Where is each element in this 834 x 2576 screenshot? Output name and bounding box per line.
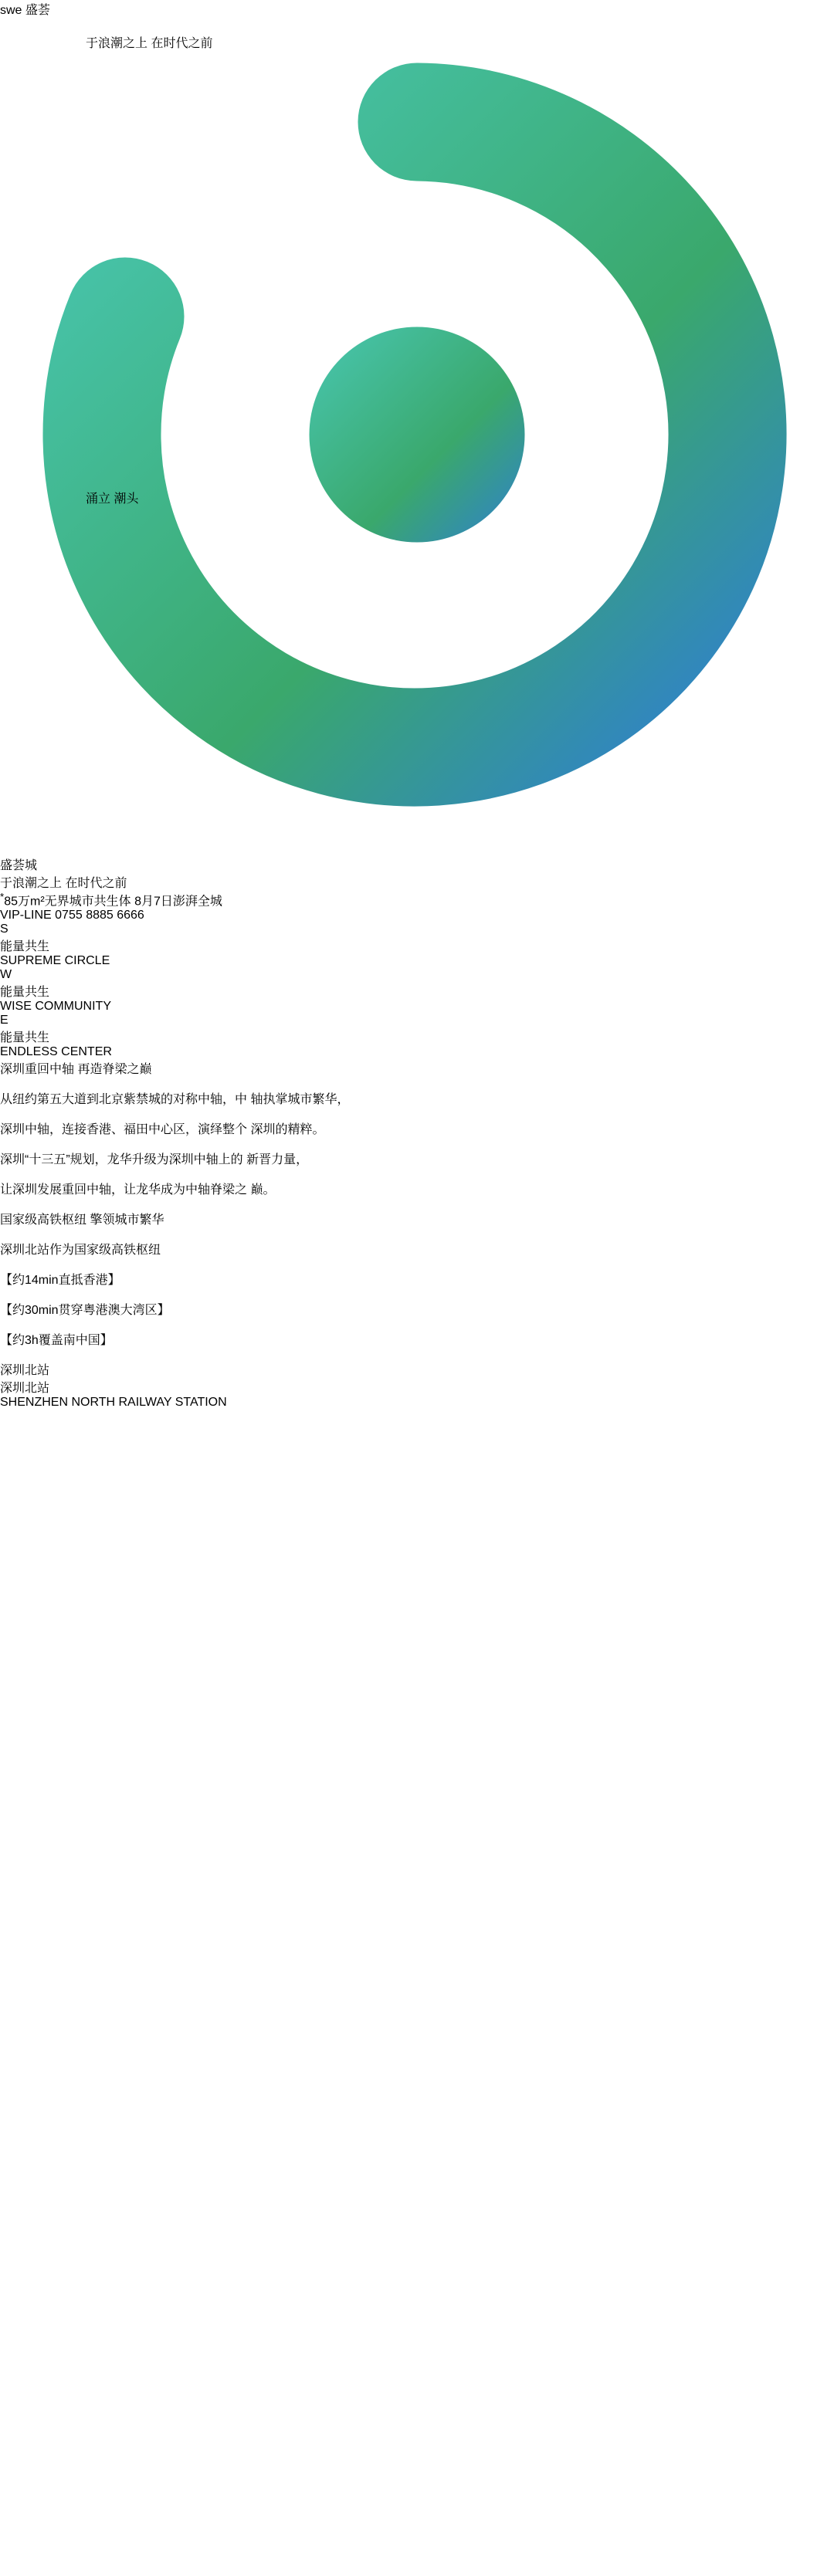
paragraph: 从纽约第五大道到北京紫禁城的对称中轴，中 轴执掌城市繁华， <box>0 1093 350 1107</box>
article-body-axis <box>0 1089 834 1197</box>
hero-headline: 于浪潮之上 在时代之前 <box>0 877 127 890</box>
article-body-rail <box>0 1240 834 1348</box>
feature-supreme-circle <box>0 922 834 968</box>
feature-en-label: ENDLESS CENTER <box>0 1045 112 1059</box>
paragraph: 【约3h覆盖南中国】 <box>0 1334 113 1348</box>
ghost-letter-w: W <box>0 968 12 982</box>
section-header-surge <box>0 482 834 513</box>
station-name-sign: 深圳北站 <box>0 1382 50 1396</box>
feature-columns <box>0 922 834 1059</box>
feature-en-label: SUPREME CIRCLE <box>0 954 110 968</box>
ribbon-text: 国家级高铁枢纽 擎领城市繁华 <box>0 1214 164 1227</box>
station-name-sign-en: SHENZHEN NORTH RAILWAY STATION <box>0 1396 227 1410</box>
feature-zh-label: 能量共生 <box>0 1031 50 1045</box>
logo-swe-text: swe <box>0 4 22 17</box>
ribbon-text: 深圳重回中轴 再造脊梁之巅 <box>0 1063 152 1077</box>
pool-sign-reflection: 深圳北站 <box>0 1364 50 1378</box>
paragraph: 让深圳发展重回中轴，让龙华成为中轴脊梁之 巅。 <box>0 1183 276 1197</box>
section-title: 于浪潮之上 在时代之前 <box>86 36 213 50</box>
ribbon-rail-hub <box>0 1210 834 1227</box>
feature-zh-label: 能量共生 <box>0 940 50 954</box>
station-photo[interactable] <box>0 1360 834 1410</box>
hero-subline <box>0 891 834 909</box>
subline-text: 85万m²无界城市共生体 <box>4 895 135 909</box>
paragraph: 【约14min直抵香港】 <box>0 1274 120 1288</box>
subline-date: 8月7日澎湃全城 <box>134 895 222 909</box>
ghost-letter-s: S <box>0 922 8 936</box>
feature-zh-label: 能量共生 <box>0 986 50 1000</box>
peach-square-bullet <box>63 29 86 55</box>
paragraph: 深圳“十三五”规划，龙华升级为深圳中轴上的 新晋力量， <box>0 1153 309 1167</box>
section-title: 涌立 潮头 <box>86 492 139 506</box>
subline-mark: * <box>0 891 5 902</box>
hero-ad-banner[interactable] <box>0 0 834 1059</box>
ribbon-central-axis <box>0 1059 834 1077</box>
feature-endless-center <box>0 1014 834 1059</box>
paragraph: 深圳中轴，连接香港、福田中心区，演绎整个 深圳的精粹。 <box>0 1123 325 1137</box>
vip-line-label: VIP-LINE <box>0 909 52 922</box>
section-header-top <box>0 26 834 57</box>
ghost-letter-e: E <box>0 1014 8 1027</box>
brand-logo <box>0 0 834 873</box>
phone-number: 8885 6666 <box>86 909 144 922</box>
vip-line-block <box>0 909 834 922</box>
ribbon-body <box>0 1059 834 1077</box>
ribbon-body <box>0 1210 834 1227</box>
brand-name: 盛荟城 <box>0 859 38 872</box>
feature-en-label: WISE COMMUNITY <box>0 1000 111 1014</box>
paragraph: 【约30min贯穿粤港澳大湾区】 <box>0 1304 170 1318</box>
paragraph: 深圳北站作为国家级高铁枢纽 <box>0 1244 161 1258</box>
logo-stack-text: 盛荟 <box>25 4 50 17</box>
swirl-logo-icon <box>0 18 834 851</box>
phone-area-code: 0755 <box>55 909 83 922</box>
feature-wise-community <box>0 968 834 1014</box>
peach-square-bullet <box>63 484 86 510</box>
